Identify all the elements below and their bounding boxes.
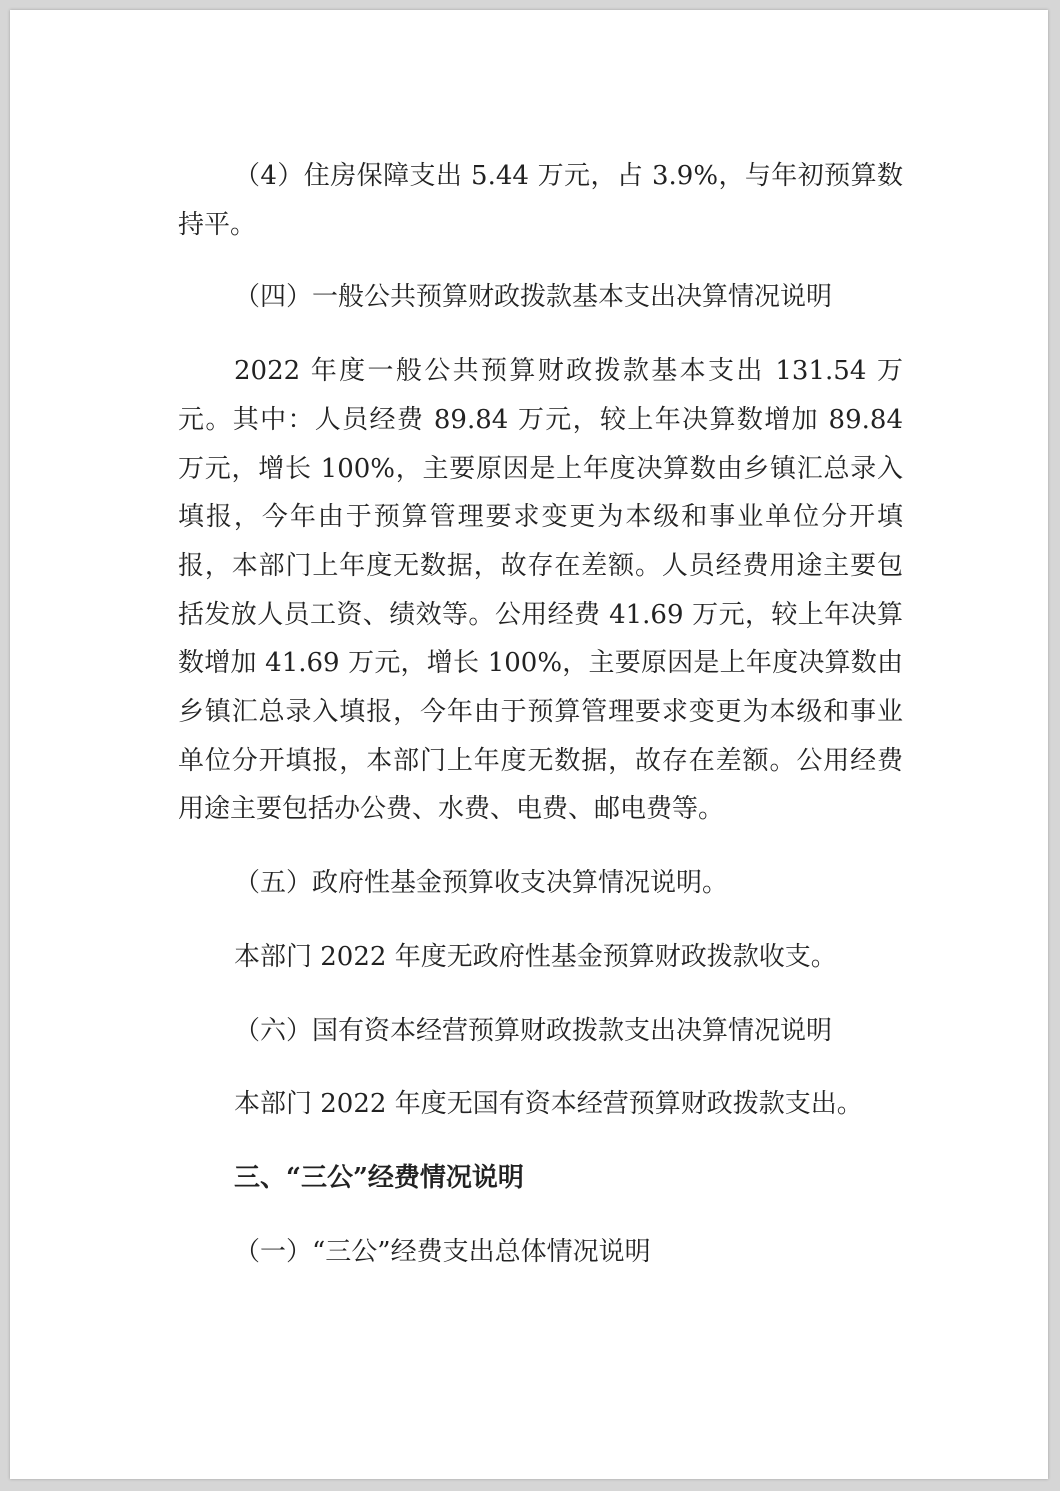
paragraph-housing-expense: （4）住房保障支出 5.44 万元，占 3.9%，与年初预算数持平。: [178, 161, 903, 240]
paragraph-basic-expenditure: 2022 年度一般公共预算财政拨款基本支出 131.54 万元。其中：人员经费 89.84 万元，较上年决算数增加 89.84 万元，增长 100%，主要原因是上年度决算数由乡镇汇总录入填报，今年由于预算管理要求变更为本级和事业单位分开填报，本部门上年度无数据，故存在差额。人员经费用途主要包括发放人员工资、绩效等。公用经费 41.69 万元，较上年决算数增加 41.69 万元，增长 100%，主要原因是上年度决算数由乡镇汇总录入填报，今年由于预算管理要求变更为本级和事业单位分开填报，本部门上年度无数据，故存在差额。公用经费用途主要包括办公费、水费、电费、邮电费等。: [178, 356, 903, 825]
heading-three-public-expenses: 三、“三公”经费情况说明: [234, 1162, 524, 1193]
heading-section-six: （六）国有资本经营预算财政拨款支出决算情况说明: [234, 1015, 833, 1046]
document-page: [10, 10, 1048, 1479]
paragraph-government-fund: 本部门 2022 年度无政府性基金预算财政拨款收支。: [234, 941, 837, 972]
heading-three-public-overall: （一）“三公”经费支出总体情况说明: [234, 1236, 651, 1267]
paragraph-state-capital: 本部门 2022 年度无国有资本经营预算财政拨款支出。: [234, 1089, 863, 1120]
document-body: [178, 152, 903, 1276]
heading-section-four: （四）一般公共预算财政拨款基本支出决算情况说明: [234, 282, 833, 313]
heading-section-five: （五）政府性基金预算收支决算情况说明。: [234, 868, 729, 899]
